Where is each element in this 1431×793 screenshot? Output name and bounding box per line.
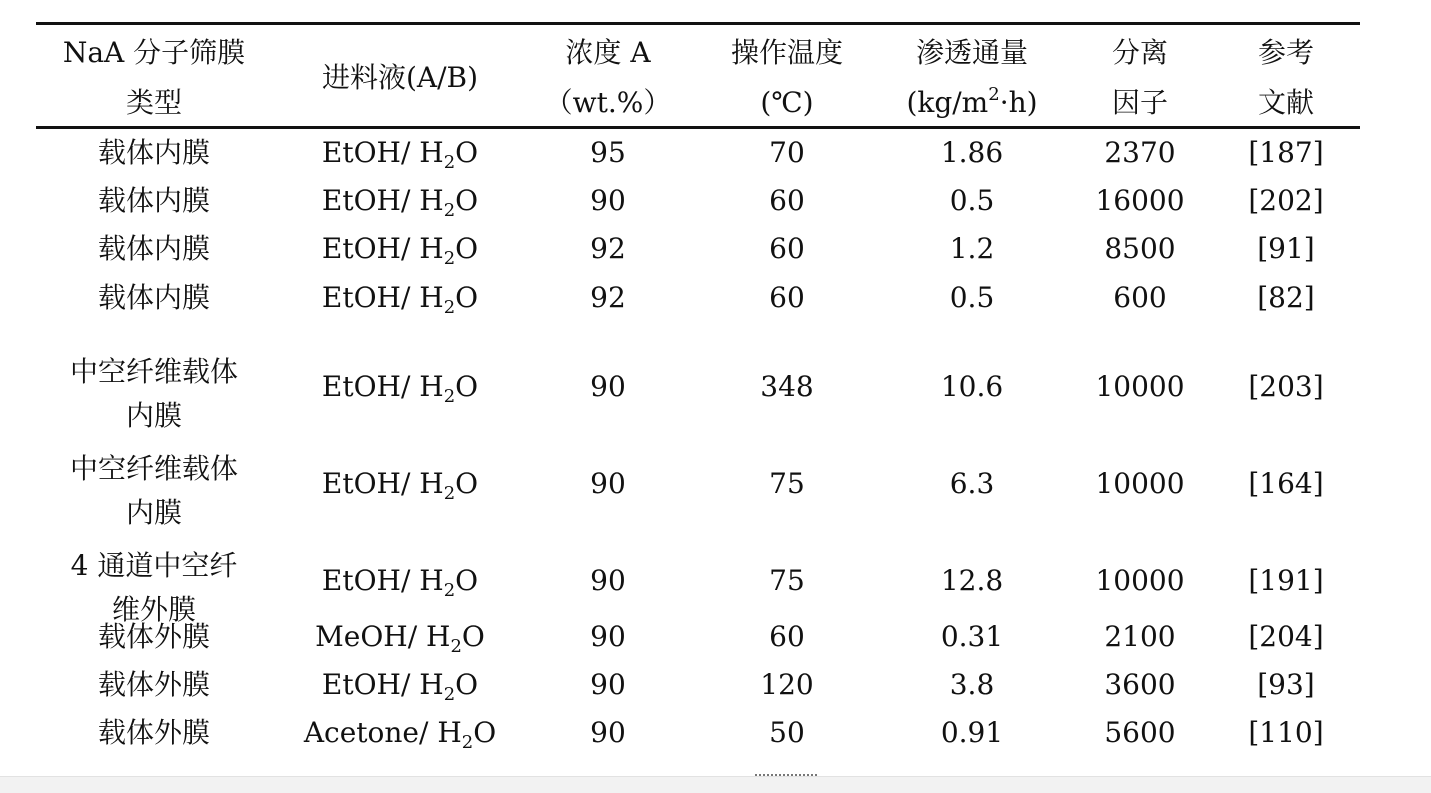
cell-separation-factor: 8500 bbox=[1104, 232, 1176, 265]
cell-text: 载体内膜 bbox=[97, 184, 211, 217]
cell-separation-factor: 3600 bbox=[1104, 668, 1176, 701]
cell-text-part: EtOH/ H bbox=[321, 668, 444, 701]
cell-concentration: 90 bbox=[590, 370, 626, 403]
cell-text-part: O bbox=[455, 281, 479, 314]
cell-membrane-type bbox=[70, 447, 238, 535]
header-text bbox=[906, 78, 1037, 128]
header-text-part: (kg/m bbox=[906, 86, 989, 119]
header-text-part: ·h) bbox=[999, 86, 1038, 119]
cell-membrane-type bbox=[98, 186, 210, 216]
header-text: NaA 分子筛膜 bbox=[62, 36, 246, 69]
cell-text: 载体内膜 bbox=[97, 136, 211, 169]
cell-text: 内膜 bbox=[125, 496, 183, 529]
header-membrane-type bbox=[63, 28, 245, 128]
header-text: (℃) bbox=[760, 86, 814, 119]
page-break-mark bbox=[755, 774, 817, 779]
subscript: 2 bbox=[443, 684, 456, 705]
cell-temperature: 75 bbox=[769, 564, 805, 597]
cell-text-part: O bbox=[455, 232, 479, 265]
cell-text: 载体外膜 bbox=[97, 668, 211, 701]
header-text: 因子 bbox=[1111, 86, 1169, 119]
cell-membrane-type bbox=[98, 138, 210, 168]
cell-flux: 6.3 bbox=[949, 467, 995, 500]
cell-temperature: 60 bbox=[769, 232, 805, 265]
cell-separation-factor: 10000 bbox=[1095, 467, 1185, 500]
cell-membrane-type bbox=[70, 350, 238, 438]
cell-flux: 1.2 bbox=[949, 232, 995, 265]
cell-flux: 10.6 bbox=[940, 370, 1004, 403]
subscript: 2 bbox=[443, 200, 456, 221]
cell-membrane-type bbox=[71, 544, 238, 632]
cell-temperature: 75 bbox=[769, 467, 805, 500]
subscript: 2 bbox=[461, 732, 474, 753]
subscript: 2 bbox=[443, 297, 456, 318]
cell-reference: [202] bbox=[1248, 184, 1324, 217]
header-feed bbox=[322, 63, 478, 93]
cell-separation-factor: 5600 bbox=[1104, 716, 1176, 749]
cell-reference: [164] bbox=[1248, 467, 1324, 500]
header-separation bbox=[1112, 28, 1168, 128]
cell-flux: 0.31 bbox=[940, 620, 1004, 653]
header-concentration bbox=[545, 28, 672, 128]
cell-feed bbox=[321, 184, 479, 221]
subscript: 2 bbox=[443, 483, 456, 504]
cell-text-part: EtOH/ H bbox=[321, 564, 444, 597]
header-text: 浓度 A bbox=[565, 36, 651, 69]
cell-text-part: O bbox=[455, 136, 479, 169]
cell-temperature: 70 bbox=[769, 136, 805, 169]
cell-text-part: EtOH/ H bbox=[321, 184, 444, 217]
cell-concentration: 90 bbox=[590, 564, 626, 597]
cell-reference: [110] bbox=[1248, 716, 1324, 749]
cell-text-part: O bbox=[455, 370, 479, 403]
cell-temperature: 348 bbox=[760, 370, 814, 403]
cell-concentration: 92 bbox=[590, 281, 626, 314]
cell-text: 中空纤维载体 bbox=[69, 355, 239, 388]
cell-text-part: EtOH/ H bbox=[321, 370, 444, 403]
cell-concentration: 90 bbox=[590, 668, 626, 701]
cell-temperature: 50 bbox=[769, 716, 805, 749]
cell-reference: [82] bbox=[1257, 281, 1315, 314]
header-text: （wt.%） bbox=[544, 86, 672, 119]
cell-flux: 3.8 bbox=[949, 668, 995, 701]
cell-feed bbox=[321, 467, 479, 504]
cell-membrane-type bbox=[98, 234, 210, 264]
cell-feed bbox=[321, 564, 479, 601]
cell-concentration: 90 bbox=[590, 620, 626, 653]
cell-flux: 1.86 bbox=[940, 136, 1004, 169]
cell-reference: [191] bbox=[1248, 564, 1324, 597]
cell-reference: [203] bbox=[1248, 370, 1324, 403]
cell-temperature: 60 bbox=[769, 281, 805, 314]
subscript: 2 bbox=[450, 636, 462, 657]
cell-membrane-type bbox=[98, 622, 210, 652]
header-reference bbox=[1258, 28, 1314, 128]
cell-reference: [93] bbox=[1257, 668, 1315, 701]
header-text: 渗透通量 bbox=[915, 36, 1028, 69]
cell-separation-factor: 10000 bbox=[1095, 370, 1185, 403]
cell-temperature: 60 bbox=[769, 620, 805, 653]
cell-separation-factor: 16000 bbox=[1095, 184, 1185, 217]
cell-text-part: O bbox=[455, 184, 479, 217]
cell-membrane-type bbox=[98, 718, 210, 748]
header-flux bbox=[906, 28, 1037, 128]
cell-text-part: EtOH/ H bbox=[321, 467, 444, 500]
cell-concentration: 90 bbox=[590, 716, 626, 749]
subscript: 2 bbox=[443, 152, 456, 173]
cell-concentration: 90 bbox=[590, 467, 626, 500]
table-top-rule bbox=[36, 22, 1360, 25]
cell-text-part: EtOH/ H bbox=[321, 281, 444, 314]
subscript: 2 bbox=[443, 386, 456, 407]
cell-separation-factor: 10000 bbox=[1095, 564, 1185, 597]
cell-text-part: O bbox=[455, 467, 479, 500]
superscript: 2 bbox=[988, 84, 1000, 105]
cell-feed bbox=[321, 281, 479, 318]
cell-temperature: 60 bbox=[769, 184, 805, 217]
cell-feed bbox=[321, 370, 479, 407]
cell-separation-factor: 600 bbox=[1113, 281, 1167, 314]
header-text: 分离 bbox=[1111, 36, 1169, 69]
cell-text-part: O bbox=[473, 716, 497, 749]
cell-feed bbox=[303, 716, 497, 753]
cell-feed bbox=[321, 232, 479, 269]
cell-reference: [187] bbox=[1248, 136, 1324, 169]
cell-feed bbox=[321, 668, 479, 705]
cell-text-part: EtOH/ H bbox=[321, 136, 444, 169]
cell-feed bbox=[315, 620, 485, 657]
header-text: 参考 bbox=[1257, 36, 1315, 69]
cell-text-part: MeOH/ H bbox=[315, 620, 451, 653]
cell-reference: [204] bbox=[1248, 620, 1324, 653]
cell-text: 载体外膜 bbox=[97, 620, 211, 653]
header-text: 操作温度 bbox=[730, 36, 844, 69]
cell-flux: 0.91 bbox=[940, 716, 1004, 749]
cell-text-part: O bbox=[455, 668, 479, 701]
header-temperature bbox=[731, 28, 843, 128]
header-text: 进料液(A/B) bbox=[321, 61, 479, 94]
cell-flux: 0.5 bbox=[949, 184, 995, 217]
cell-flux: 12.8 bbox=[940, 564, 1004, 597]
cell-flux: 0.5 bbox=[949, 281, 995, 314]
cell-text: 载体内膜 bbox=[97, 281, 211, 314]
header-text: 类型 bbox=[125, 86, 183, 119]
cell-membrane-type bbox=[98, 283, 210, 313]
cell-text: 载体内膜 bbox=[97, 232, 211, 265]
page-footer-bar bbox=[0, 776, 1431, 793]
cell-concentration: 95 bbox=[590, 136, 626, 169]
cell-membrane-type bbox=[98, 670, 210, 700]
cell-text: 中空纤维载体 bbox=[69, 452, 239, 485]
cell-text: 维外膜 bbox=[111, 593, 196, 626]
cell-text-part: Acetone/ H bbox=[303, 716, 462, 749]
cell-text: 内膜 bbox=[125, 399, 183, 432]
cell-text-part: EtOH/ H bbox=[321, 232, 444, 265]
cell-separation-factor: 2370 bbox=[1104, 136, 1176, 169]
cell-temperature: 120 bbox=[760, 668, 814, 701]
cell-reference: [91] bbox=[1257, 232, 1315, 265]
cell-concentration: 90 bbox=[590, 184, 626, 217]
subscript: 2 bbox=[443, 248, 456, 269]
cell-feed bbox=[321, 136, 479, 173]
cell-concentration: 92 bbox=[590, 232, 626, 265]
table-header-rule bbox=[36, 126, 1360, 129]
header-text: 文献 bbox=[1257, 86, 1315, 119]
cell-text: 载体外膜 bbox=[97, 716, 211, 749]
cell-separation-factor: 2100 bbox=[1104, 620, 1176, 653]
subscript: 2 bbox=[443, 580, 456, 601]
cell-text-part: O bbox=[461, 620, 485, 653]
cell-text: 4 通道中空纤 bbox=[70, 549, 238, 582]
cell-text-part: O bbox=[455, 564, 479, 597]
